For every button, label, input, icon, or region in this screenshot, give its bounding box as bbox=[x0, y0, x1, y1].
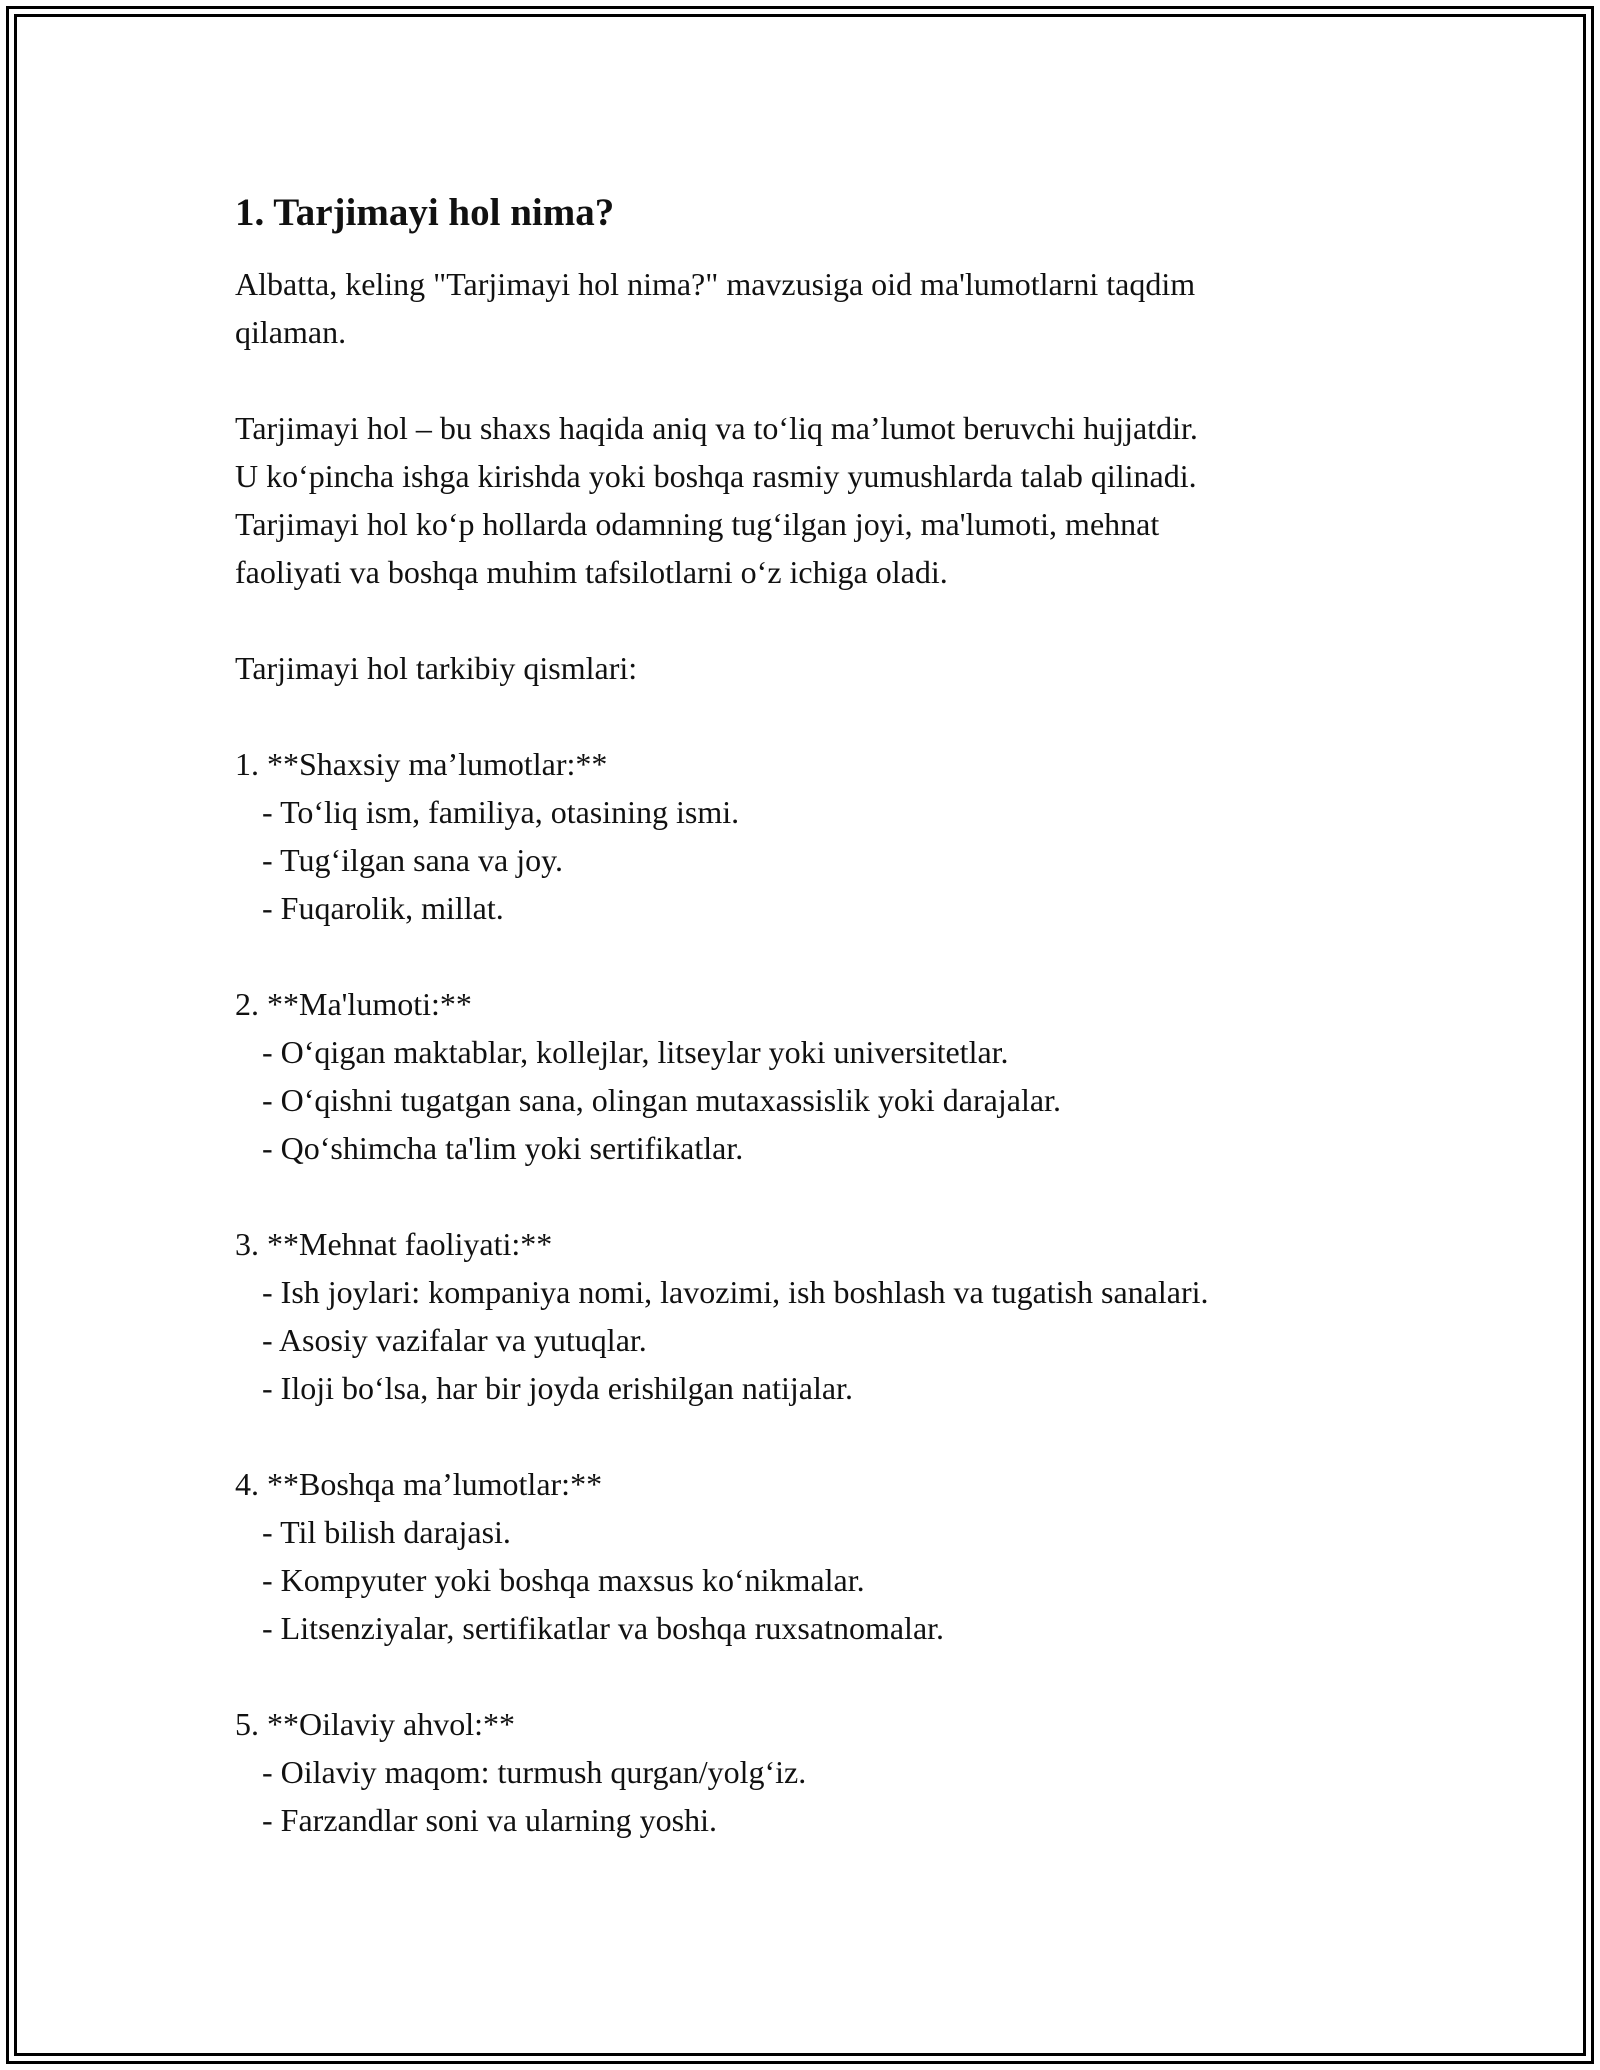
parts-heading-paragraph bbox=[235, 644, 1395, 692]
section-heading: 4. **Boshqa ma’lumotlar:** bbox=[235, 1466, 603, 1502]
list-item: - Litsenziyalar, sertifikatlar va boshqa ruxsatnomalar. bbox=[262, 1610, 945, 1646]
section-other-info bbox=[235, 1460, 1395, 1652]
list-item: - Qo‘shimcha ta'lim yoki sertifikatlar. bbox=[262, 1130, 744, 1166]
list-item: - Oilaviy maqom: turmush qurgan/yolg‘iz. bbox=[262, 1754, 807, 1790]
section-heading: 3. **Mehnat faoliyati:** bbox=[235, 1226, 553, 1262]
definition-line: Tarjimayi hol ko‘p hollarda odamning tug‘ilgan joyi, ma'lumoti, mehnat bbox=[235, 506, 1160, 542]
section-family-status bbox=[235, 1700, 1395, 1844]
section-heading: 1. **Shaxsiy ma’lumotlar:** bbox=[235, 746, 608, 782]
list-item: - O‘qishni tugatgan sana, olingan mutaxassislik yoki darajalar. bbox=[262, 1082, 1061, 1118]
list-item: - Kompyuter yoki boshqa maxsus ko‘nikmalar. bbox=[262, 1562, 865, 1598]
list-item: - O‘qigan maktablar, kollejlar, litseylar yoki universitetlar. bbox=[262, 1034, 1009, 1070]
list-item: - Til bilish darajasi. bbox=[262, 1514, 511, 1550]
intro-paragraph bbox=[235, 260, 1395, 356]
definition-paragraph bbox=[235, 404, 1395, 596]
parts-heading: Tarjimayi hol tarkibiy qismlari: bbox=[235, 650, 638, 686]
definition-line: Tarjimayi hol – bu shaxs haqida aniq va to‘liq ma’lumot beruvchi hujjatdir. bbox=[235, 410, 1198, 446]
document-body bbox=[235, 186, 1395, 1892]
list-item: - Farzandlar soni va ularning yoshi. bbox=[262, 1802, 717, 1838]
list-item: - Fuqarolik, millat. bbox=[262, 890, 504, 926]
intro-line: Albatta, keling "Tarjimayi hol nima?" mavzusiga oid ma'lumotlarni taqdim bbox=[235, 266, 1196, 302]
list-item: - Asosiy vazifalar va yutuqlar. bbox=[262, 1322, 647, 1358]
section-heading: 5. **Oilaviy ahvol:** bbox=[235, 1706, 515, 1742]
list-item: - Tug‘ilgan sana va joy. bbox=[262, 842, 564, 878]
list-item: - To‘liq ism, familiya, otasining ismi. bbox=[262, 794, 740, 830]
definition-line: faoliyati va boshqa muhim tafsilotlarni o‘z ichiga oladi. bbox=[235, 554, 948, 590]
section-education bbox=[235, 980, 1395, 1172]
intro-line: qilaman. bbox=[235, 314, 347, 350]
list-item: - Ish joylari: kompaniya nomi, lavozimi, ish boshlash va tugatish sanalari. bbox=[262, 1274, 1209, 1310]
definition-line: U ko‘pincha ishga kirishda yoki boshqa rasmiy yumushlarda talab qilinadi. bbox=[235, 458, 1197, 494]
list-item: - Iloji bo‘lsa, har bir joyda erishilgan natijalar. bbox=[262, 1370, 853, 1406]
section-heading: 2. **Ma'lumoti:** bbox=[235, 986, 472, 1022]
section-personal-info bbox=[235, 740, 1395, 932]
document-title: 1. Tarjimayi hol nima? bbox=[235, 191, 615, 234]
section-work-experience bbox=[235, 1220, 1395, 1412]
